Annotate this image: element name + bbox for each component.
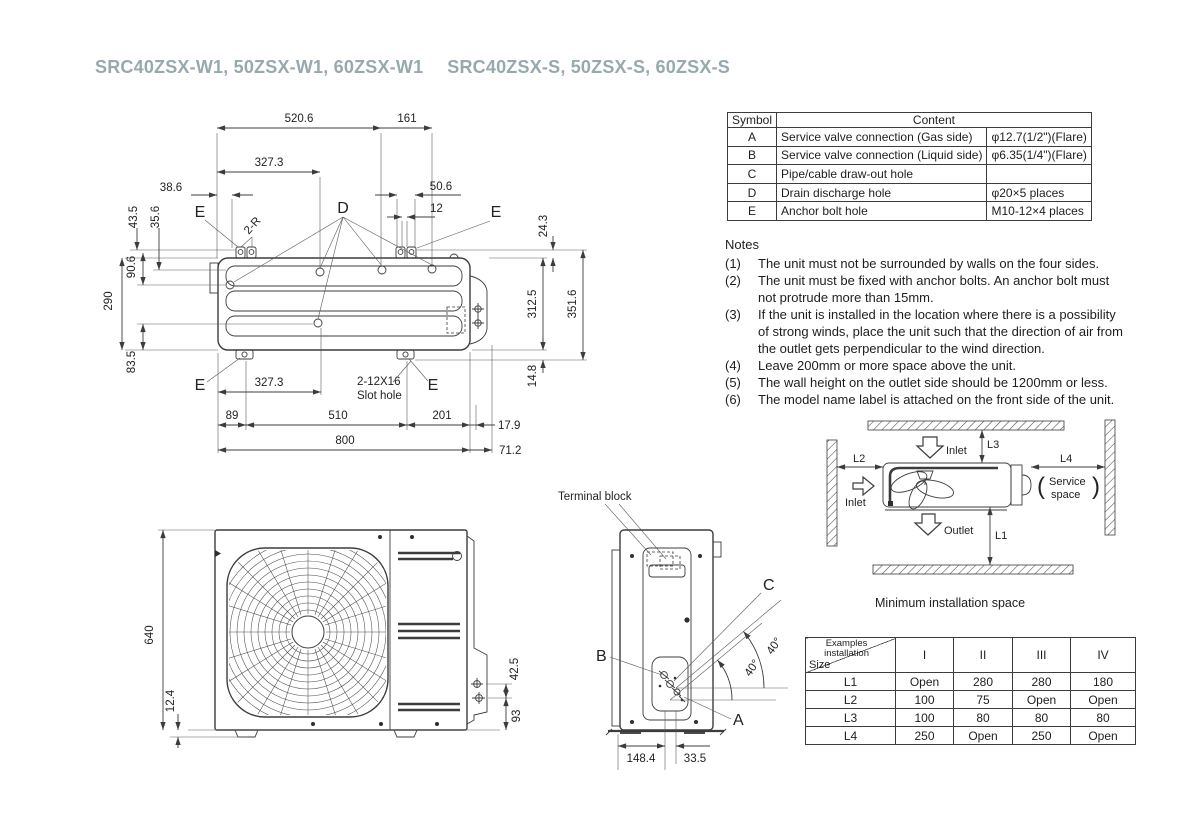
outlet-label: Outlet (944, 525, 974, 537)
side-view-callouts (596, 577, 788, 729)
note-number: (5) (725, 375, 741, 390)
page-title (95, 57, 730, 78)
dim-351-6: 351.6 (567, 289, 579, 319)
top-view-unit-body (210, 247, 487, 359)
dim-50-6: 50.6 (429, 181, 453, 193)
unit-top-outline (883, 463, 1031, 512)
installation-space-table (805, 637, 1136, 745)
page-title-left: SRC40ZSX-W1, 50ZSX-W1, 60ZSX-W1 (95, 57, 424, 77)
service-valve-glyphs (472, 303, 484, 329)
dim-12-4: 12.4 (165, 689, 177, 713)
value-cell: Open (954, 727, 1013, 745)
desc-cell: Service valve connection (Liquid side) (777, 146, 987, 165)
terminal-window (649, 565, 685, 577)
corner-examples-label: Examples installation (824, 638, 869, 659)
inlet-left-arrow (853, 477, 874, 495)
value-cell: 250 (1013, 727, 1071, 745)
symbol-header: Symbol (728, 113, 777, 128)
dim-89: 89 (225, 410, 239, 422)
spec-cell (987, 165, 1091, 184)
top-view-dimensions (103, 113, 587, 457)
space-row-l2 (806, 691, 1136, 709)
space-row-l1 (806, 673, 1136, 691)
dim-201: 201 (432, 410, 452, 422)
note-text: Leave 200mm or more space above the unit. (758, 358, 1016, 373)
space-table-corner-cell (806, 638, 896, 673)
content-header: Content (777, 113, 1092, 128)
dim-90-6: 90.6 (126, 255, 138, 279)
notes-section (725, 237, 1145, 408)
symbol-table (727, 112, 1092, 221)
note-number: (3) (725, 307, 741, 322)
note-text: The wall height on the outlet side should be 1200mm or less. (758, 375, 1108, 390)
anchor-label-top-right: E (490, 204, 502, 221)
l3-label: L3 (987, 439, 1000, 451)
value-cell: Open (896, 673, 954, 691)
symbol-row-b (728, 146, 1092, 165)
dim-520-6: 520.6 (284, 113, 314, 125)
note-item (725, 272, 1145, 306)
note-item (725, 357, 1145, 374)
inlet-left-label: Inlet (845, 497, 866, 509)
anchor-label-bottom-left: E (194, 377, 206, 394)
size-cell: L4 (806, 727, 896, 745)
service-space-line2: space (1051, 489, 1081, 501)
service-space-note (1037, 473, 1100, 501)
front-view-drawing (130, 508, 560, 773)
spec-cell: φ12.7(1/2")(Flare) (987, 128, 1091, 147)
desc-cell: Drain discharge hole (777, 183, 987, 202)
dim-640: 640 (144, 625, 156, 645)
front-view-dimensions (144, 530, 523, 748)
desc-cell: Anchor bolt hole (777, 202, 987, 221)
top-view-drawing (95, 95, 605, 470)
dim-83-5: 83.5 (126, 350, 138, 374)
dim-12: 12 (430, 203, 443, 215)
pipe-hole-label: C (763, 577, 775, 594)
side-vent-slots (398, 553, 460, 710)
space-row-l3 (806, 709, 1136, 727)
space-row-l4 (806, 727, 1136, 745)
drain-hole-label: D (337, 200, 349, 217)
flange-valve-glyphs (471, 678, 485, 704)
dim-35-6: 35.6 (150, 205, 162, 229)
size-cell: L1 (806, 673, 896, 691)
inlet-top-label: Inlet (946, 445, 967, 457)
l1-label: L1 (995, 530, 1008, 542)
spec-cell: φ20×5 places (987, 183, 1091, 202)
note-item (725, 374, 1145, 391)
value-cell: 80 (1071, 709, 1136, 727)
service-paren-open: ( (1037, 473, 1045, 500)
installation-space-caption: Minimum installation space (875, 596, 1026, 610)
liquid-valve-label: B (596, 648, 607, 665)
symbol-row-c (728, 165, 1092, 184)
symbol-cell: B (728, 146, 777, 165)
value-cell: 100 (896, 691, 954, 709)
dim-327-3-top: 327.3 (254, 157, 284, 169)
side-view-unit-body (606, 530, 726, 735)
slot-hole-label-2: Slot hole (357, 390, 402, 402)
fan-hub (292, 616, 324, 648)
dim-17-9: 17.9 (498, 420, 521, 432)
clearance-dimensions (837, 430, 1105, 565)
note-number: (2) (725, 273, 741, 288)
value-cell: 80 (954, 709, 1013, 727)
drain-holes (226, 265, 436, 327)
dim-38-6: 38.6 (159, 182, 183, 194)
dim-24-3: 24.3 (538, 214, 550, 238)
note-item (725, 306, 1145, 357)
value-cell: 280 (954, 673, 1013, 691)
value-cell: 75 (954, 691, 1013, 709)
space-table-header (806, 638, 1136, 673)
anchor-label-top-left: E (194, 204, 206, 221)
symbol-cell: A (728, 128, 777, 147)
value-cell: 100 (896, 709, 954, 727)
symbol-cell: C (728, 165, 777, 184)
value-cell: 180 (1071, 673, 1136, 691)
dim-148-4: 148.4 (626, 753, 656, 765)
col-header-iv: IV (1071, 638, 1136, 673)
note-item (725, 255, 1145, 272)
service-paren-close: ) (1092, 473, 1100, 500)
value-cell: 280 (1013, 673, 1071, 691)
note-item (725, 391, 1145, 408)
col-header-i: I (896, 638, 954, 673)
dim-33-5: 33.5 (683, 753, 707, 765)
anchor-tabs (236, 247, 416, 359)
angle-outer: 40° (764, 635, 785, 657)
size-cell: L3 (806, 709, 896, 727)
symbol-table-header (728, 113, 1092, 128)
spec-cell: M10-12×4 places (987, 202, 1091, 221)
symbol-row-a (728, 128, 1092, 147)
dim-800: 800 (335, 435, 355, 447)
front-view-unit-body (188, 524, 500, 740)
col-header-iii: III (1013, 638, 1071, 673)
terminal-block-label: Terminal block (558, 491, 632, 503)
corner-size-label: Size (809, 659, 831, 671)
dim-161: 161 (397, 113, 417, 125)
dim-290: 290 (103, 291, 115, 311)
value-cell: Open (1071, 727, 1136, 745)
slot-hole-label-1: 2-12X16 (357, 376, 401, 388)
dim-327-3-bottom: 327.3 (254, 377, 284, 389)
valve-glyphs (659, 671, 685, 702)
top-view-callouts (195, 200, 502, 402)
page-title-right: SRC40ZSX-S, 50ZSX-S, 60ZSX-S (447, 57, 730, 77)
value-cell: 80 (1013, 709, 1071, 727)
gas-valve-label: A (733, 712, 744, 729)
side-feet (606, 729, 726, 735)
note-number: (4) (725, 358, 741, 373)
note-text: The unit must not be surrounded by walls on the four sides. (758, 256, 1100, 271)
side-view-drawing (548, 478, 831, 796)
value-cell: Open (1013, 691, 1071, 709)
value-cell: Open (1071, 691, 1136, 709)
note-text: The model name label is attached on the front side of the unit. (758, 392, 1115, 407)
note-number: (1) (725, 256, 741, 271)
desc-cell: Service valve connection (Gas side) (777, 128, 987, 147)
dim-71-2: 71.2 (499, 445, 522, 457)
spec-cell: φ6.35(1/4")(Flare) (987, 146, 1091, 165)
l2-label: L2 (853, 453, 866, 465)
corner-radius-label: 2-R (242, 215, 264, 237)
front-feet (235, 730, 417, 737)
dim-42-5: 42.5 (509, 657, 521, 681)
notes-title: Notes (725, 237, 759, 252)
l4-label: L4 (1060, 453, 1073, 465)
value-cell: 250 (896, 727, 954, 745)
dim-43-5: 43.5 (128, 205, 140, 229)
symbol-cell: E (728, 202, 777, 221)
outlet-arrow (915, 514, 941, 535)
size-cell: L2 (806, 691, 896, 709)
note-text: If the unit is installed in the location where there is a possibility of strong winds, place the unit such that the direction of air from the outlet gets perpendicular to the wind direction. (758, 307, 1123, 356)
angle-inner: 40° (742, 657, 763, 679)
anchor-label-bottom-mid: E (427, 377, 439, 394)
air-flow-arrows (853, 437, 943, 535)
col-header-ii: II (954, 638, 1013, 673)
symbol-row-e (728, 202, 1092, 221)
installation-space-diagram (805, 413, 1185, 595)
dim-510: 510 (328, 410, 348, 422)
dim-93: 93 (511, 709, 523, 723)
desc-cell: Pipe/cable draw-out hole (777, 165, 987, 184)
dim-312-5: 312.5 (527, 289, 539, 319)
note-number: (6) (725, 392, 741, 407)
dim-14-8: 14.8 (527, 364, 539, 388)
symbol-cell: D (728, 183, 777, 202)
note-text: The unit must be fixed with anchor bolts. An anchor bolt must not protrude more than 15mm. (758, 273, 1110, 305)
inlet-top-arrow (917, 437, 943, 458)
symbol-row-d (728, 183, 1092, 202)
service-space-line1: Service (1049, 476, 1086, 488)
